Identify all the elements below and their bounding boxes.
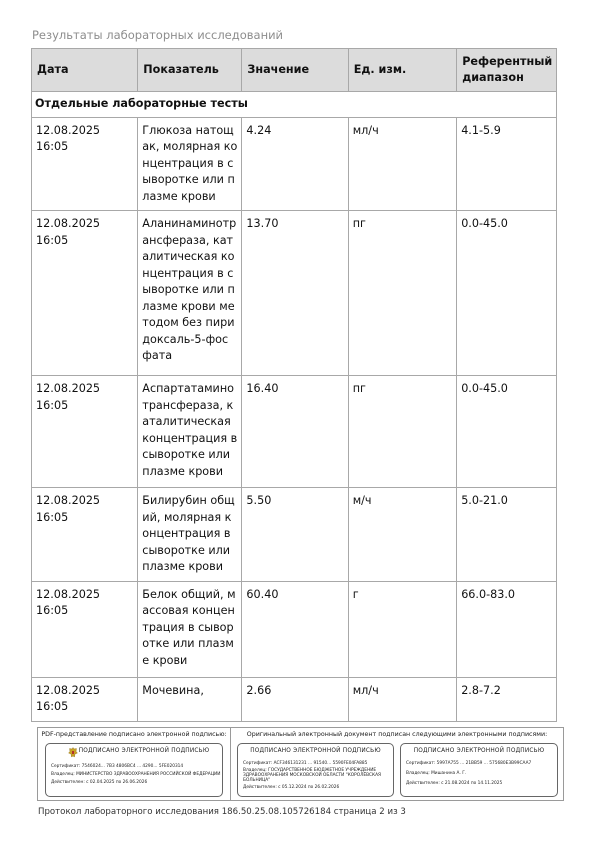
- stamp-certificate: Сертификат: 7546024... 7B3 4806BC4 ... 4290... 5FE020314: [51, 764, 184, 769]
- column-header-date: Дата: [32, 49, 138, 92]
- lab-results-table: [31, 48, 557, 722]
- cell-unit: мл/ч: [348, 677, 456, 721]
- cell-date: 12.08.2025 16:05: [32, 677, 138, 721]
- cell-reference: 4.1-5.9: [457, 117, 557, 211]
- cell-unit: м/ч: [348, 488, 456, 582]
- cell-date: 12.08.2025 16:05: [32, 488, 138, 582]
- table-row: [32, 117, 557, 211]
- signature-stamp: [237, 743, 394, 797]
- section-label: Отдельные лабораторные тесты: [32, 92, 557, 118]
- table-row: [32, 376, 557, 488]
- cell-reference: 0.0-45.0: [457, 211, 557, 376]
- cell-value: 13.70: [242, 211, 348, 376]
- table-row: [32, 677, 557, 721]
- column-header-unit: Ед. изм.: [348, 49, 456, 92]
- cell-date: 12.08.2025 16:05: [32, 581, 138, 677]
- cell-date: 12.08.2025 16:05: [32, 117, 138, 211]
- cell-indicator: Глюкоза натощак, молярная концентрация в сыворотке или плазме крови: [138, 117, 242, 211]
- stamp-owner: Владелец: ГОСУДАРСТВЕННОЕ БЮДЖЕТНОЕ УЧРЕЖДЕНИЕ ЗДРАВООХРАНЕНИЯ МОСКОВСКОЙ ОБЛАСТИ "КОРОЛЁВСКАЯ БОЛЬНИЦА": [243, 768, 382, 783]
- stamp-title: ПОДПИСАНО ЭЛЕКТРОННОЙ ПОДПИСЬЮ: [413, 748, 545, 754]
- cell-date: 12.08.2025 16:05: [32, 376, 138, 488]
- table-row: [32, 581, 557, 677]
- cell-value: 4.24: [242, 117, 348, 211]
- original-signatures-section: [231, 728, 563, 800]
- stamp-certificate: Сертификат: ACF346131231 ... 91540... 5590FE04FA885: [243, 761, 368, 766]
- stamp-certificate: Сертификат: 5997A755 ... 21BB59 ... 575680E3B99CAA7: [406, 761, 532, 766]
- cell-reference: 2.8-7.2: [457, 677, 557, 721]
- column-header-value: Значение: [242, 49, 348, 92]
- stamp-owner: Владелец: Мишанина А. Г.: [406, 771, 467, 776]
- stamp-owner: Владелец: МИНИСТЕРСТВО ЗДРАВООХРАНЕНИЯ РОССИЙСКОЙ ФЕДЕРАЦИИ: [51, 772, 221, 777]
- stamp-title: ПОДПИСАНО ЭЛЕКТРОННОЙ ПОДПИСЬЮ: [250, 748, 381, 754]
- cell-reference: 66.0-83.0: [457, 581, 557, 677]
- cell-value: 2.66: [242, 677, 348, 721]
- signature-stamp: [45, 743, 223, 797]
- section-row: [32, 92, 557, 118]
- signature-block: [37, 727, 564, 801]
- stamp-validity: Действителен: с 05.12.2024 по 26.02.2026: [243, 785, 340, 790]
- cell-indicator: Белок общий, массовая концентрация в сыворотке или плазме крови: [138, 581, 242, 677]
- cell-indicator: Аланинаминотрансфераза, каталитическая концентрация в сыворотке или плазме крови методом без пиридоксаль-5-фосфата: [138, 211, 242, 376]
- cell-unit: мл/ч: [348, 117, 456, 211]
- cell-unit: г: [348, 581, 456, 677]
- column-header-indicator: Показатель: [138, 49, 242, 92]
- pdf-signature-caption: PDF-представление подписано электронной подписью:: [41, 731, 227, 738]
- cell-indicator: Билирубин общий, молярная концентрация в сыворотке или плазме крови: [138, 488, 242, 582]
- cell-value: 5.50: [242, 488, 348, 582]
- cell-unit: пг: [348, 211, 456, 376]
- column-header-reference: Референтный диапазон: [457, 49, 557, 92]
- cell-indicator: Мочевина,: [138, 677, 242, 721]
- cell-unit: пг: [348, 376, 456, 488]
- cell-reference: 5.0-21.0: [457, 488, 557, 582]
- signature-stamp: [400, 743, 558, 797]
- table-header-row: [32, 49, 557, 92]
- page-title: Результаты лабораторных исследований: [32, 28, 284, 42]
- cell-indicator: Аспартатаминотрансфераза, каталитическая концентрация в сыворотке или плазме крови: [138, 376, 242, 488]
- stamp-validity: Действителен: с 21.08.2024 по 14.11.2025: [406, 781, 503, 786]
- stamp-title: ПОДПИСАНО ЭЛЕКТРОННОЙ ПОДПИСЬЮ: [78, 748, 210, 754]
- pdf-signature-section: [38, 728, 231, 800]
- original-signature-caption: Оригинальный электронный документ подписан следующими электронными подписями:: [246, 731, 548, 738]
- cell-value: 60.40: [242, 581, 348, 677]
- table-row: [32, 211, 557, 376]
- cell-value: 16.40: [242, 376, 348, 488]
- protocol-footer: Протокол лабораторного исследования 186.50.25.08.105726184 страница 2 из 3: [38, 807, 406, 817]
- cell-date: 12.08.2025 16:05: [32, 211, 138, 376]
- table-row: [32, 488, 557, 582]
- stamp-validity: Действителен: с 02.04.2025 по 26.06.2026: [51, 780, 148, 785]
- cell-reference: 0.0-45.0: [457, 376, 557, 488]
